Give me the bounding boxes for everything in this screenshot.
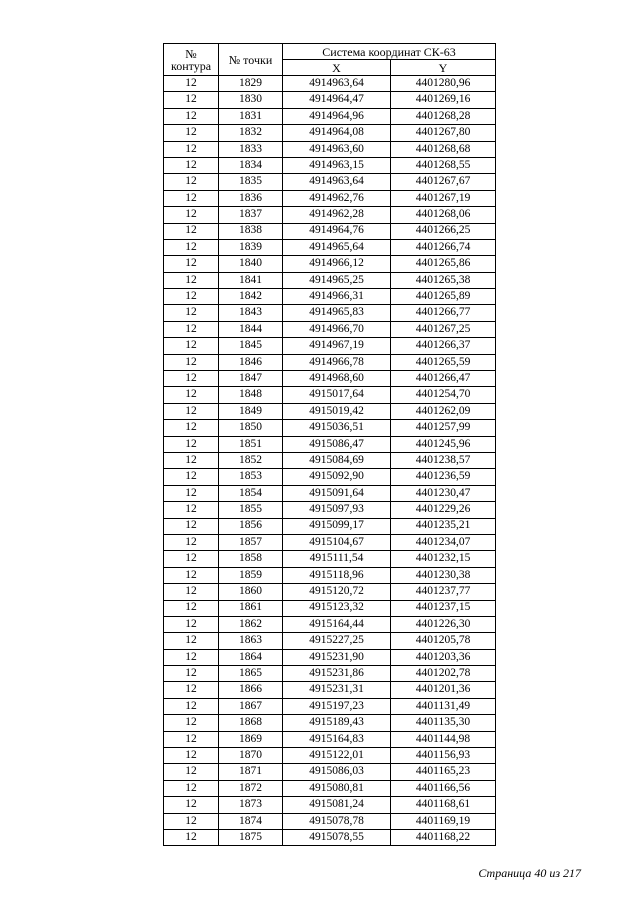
contour-cell: 12	[164, 76, 219, 92]
table-row	[164, 387, 496, 403]
y-coordinate-cell: 4401265,86	[391, 256, 496, 272]
table-row	[164, 698, 496, 714]
table-row	[164, 829, 496, 845]
point-number-cell: 1874	[219, 813, 283, 829]
table-row	[164, 272, 496, 288]
y-coordinate-cell: 4401230,47	[391, 485, 496, 501]
contour-cell: 12	[164, 600, 219, 616]
table-row	[164, 584, 496, 600]
table-row	[164, 518, 496, 534]
point-number-cell: 1849	[219, 403, 283, 419]
y-coordinate-cell: 4401234,07	[391, 534, 496, 550]
point-number-cell: 1834	[219, 157, 283, 173]
contour-cell: 12	[164, 502, 219, 518]
x-coordinate-cell: 4914962,28	[283, 207, 391, 223]
x-coordinate-cell: 4915123,32	[283, 600, 391, 616]
contour-cell: 12	[164, 452, 219, 468]
point-number-cell: 1832	[219, 125, 283, 141]
x-coordinate-cell: 4915197,23	[283, 698, 391, 714]
table-row	[164, 321, 496, 337]
contour-cell: 12	[164, 731, 219, 747]
table-row	[164, 748, 496, 764]
contour-cell: 12	[164, 371, 219, 387]
y-coordinate-cell: 4401269,16	[391, 92, 496, 108]
point-number-cell: 1847	[219, 371, 283, 387]
x-coordinate-cell: 4914964,47	[283, 92, 391, 108]
contour-cell: 12	[164, 666, 219, 682]
point-number-cell: 1831	[219, 108, 283, 124]
y-coordinate-cell: 4401266,47	[391, 371, 496, 387]
table-row	[164, 108, 496, 124]
point-number-cell: 1865	[219, 666, 283, 682]
y-coordinate-cell: 4401238,57	[391, 452, 496, 468]
table-row	[164, 92, 496, 108]
y-coordinate-cell: 4401237,15	[391, 600, 496, 616]
point-number-cell: 1861	[219, 600, 283, 616]
y-coordinate-cell: 4401266,77	[391, 305, 496, 321]
table-row	[164, 682, 496, 698]
contour-cell: 12	[164, 780, 219, 796]
table-row	[164, 223, 496, 239]
x-coordinate-cell: 4914964,76	[283, 223, 391, 239]
point-number-cell: 1845	[219, 338, 283, 354]
contour-cell: 12	[164, 157, 219, 173]
point-number-cell: 1872	[219, 780, 283, 796]
table-row	[164, 616, 496, 632]
point-number-cell: 1852	[219, 452, 283, 468]
x-coordinate-cell: 4915078,78	[283, 813, 391, 829]
y-coordinate-cell: 4401280,96	[391, 76, 496, 92]
contour-cell: 12	[164, 354, 219, 370]
table-row	[164, 436, 496, 452]
table-row	[164, 190, 496, 206]
contour-cell: 12	[164, 649, 219, 665]
point-number-cell: 1860	[219, 584, 283, 600]
x-coordinate-cell: 4915080,81	[283, 780, 391, 796]
x-coordinate-cell: 4915099,17	[283, 518, 391, 534]
contour-cell: 12	[164, 108, 219, 124]
x-coordinate-cell: 4914963,60	[283, 141, 391, 157]
point-number-cell: 1867	[219, 698, 283, 714]
x-coordinate-cell: 4915227,25	[283, 633, 391, 649]
contour-cell: 12	[164, 403, 219, 419]
table-row	[164, 420, 496, 436]
y-coordinate-cell: 4401203,36	[391, 649, 496, 665]
point-number-cell: 1840	[219, 256, 283, 272]
x-coordinate-cell: 4914966,31	[283, 289, 391, 305]
point-number-cell: 1838	[219, 223, 283, 239]
page-number: Страница 40 из 217	[478, 866, 581, 880]
table-row	[164, 141, 496, 157]
y-coordinate-cell: 4401236,59	[391, 469, 496, 485]
contour-cell: 12	[164, 813, 219, 829]
x-coordinate-cell: 4914964,96	[283, 108, 391, 124]
point-number-cell: 1858	[219, 551, 283, 567]
y-coordinate-cell: 4401144,98	[391, 731, 496, 747]
y-coordinate-cell: 4401267,25	[391, 321, 496, 337]
y-coordinate-cell: 4401266,74	[391, 239, 496, 255]
point-number-cell: 1864	[219, 649, 283, 665]
coordinates-table	[163, 43, 496, 846]
y-coordinate-cell: 4401257,99	[391, 420, 496, 436]
y-coordinate-cell: 4401245,96	[391, 436, 496, 452]
y-coordinate-cell: 4401268,06	[391, 207, 496, 223]
contour-cell: 12	[164, 141, 219, 157]
contour-cell: 12	[164, 321, 219, 337]
x-coordinate-cell: 4915231,90	[283, 649, 391, 665]
table-row	[164, 633, 496, 649]
x-coordinate-cell: 4914966,70	[283, 321, 391, 337]
table-row	[164, 551, 496, 567]
table-row	[164, 485, 496, 501]
y-column-header: Y	[391, 60, 496, 76]
x-coordinate-cell: 4915078,55	[283, 829, 391, 845]
point-number-cell: 1869	[219, 731, 283, 747]
point-number-cell: 1857	[219, 534, 283, 550]
point-number-cell: 1848	[219, 387, 283, 403]
y-coordinate-cell: 4401230,38	[391, 567, 496, 583]
x-coordinate-cell: 4915019,42	[283, 403, 391, 419]
contour-cell: 12	[164, 92, 219, 108]
table-row	[164, 354, 496, 370]
table-row	[164, 600, 496, 616]
point-number-cell: 1854	[219, 485, 283, 501]
y-coordinate-cell: 4401268,55	[391, 157, 496, 173]
x-coordinate-cell: 4915104,67	[283, 534, 391, 550]
point-number-cell: 1842	[219, 289, 283, 305]
contour-cell: 12	[164, 387, 219, 403]
table-row	[164, 649, 496, 665]
y-coordinate-cell: 4401229,26	[391, 502, 496, 518]
y-coordinate-cell: 4401265,59	[391, 354, 496, 370]
contour-cell: 12	[164, 305, 219, 321]
y-coordinate-cell: 4401166,56	[391, 780, 496, 796]
table-row	[164, 715, 496, 731]
point-number-cell: 1836	[219, 190, 283, 206]
point-column-header: № точки	[219, 44, 283, 76]
point-number-cell: 1853	[219, 469, 283, 485]
point-number-cell: 1829	[219, 76, 283, 92]
table-row	[164, 157, 496, 173]
y-coordinate-cell: 4401165,23	[391, 764, 496, 780]
point-number-cell: 1862	[219, 616, 283, 632]
contour-cell: 12	[164, 748, 219, 764]
table-row	[164, 371, 496, 387]
point-number-cell: 1875	[219, 829, 283, 845]
point-number-cell: 1859	[219, 567, 283, 583]
point-number-cell: 1856	[219, 518, 283, 534]
point-number-cell: 1835	[219, 174, 283, 190]
x-coordinate-cell: 4915118,96	[283, 567, 391, 583]
x-coordinate-cell: 4915164,83	[283, 731, 391, 747]
contour-cell: 12	[164, 272, 219, 288]
y-coordinate-cell: 4401135,30	[391, 715, 496, 731]
y-coordinate-cell: 4401201,36	[391, 682, 496, 698]
contour-cell: 12	[164, 239, 219, 255]
x-coordinate-cell: 4915017,64	[283, 387, 391, 403]
contour-cell: 12	[164, 584, 219, 600]
x-coordinate-cell: 4914966,12	[283, 256, 391, 272]
x-coordinate-cell: 4914968,60	[283, 371, 391, 387]
point-number-cell: 1830	[219, 92, 283, 108]
contour-cell: 12	[164, 338, 219, 354]
x-coordinate-cell: 4914963,64	[283, 76, 391, 92]
table-row	[164, 305, 496, 321]
point-number-cell: 1870	[219, 748, 283, 764]
coordinate-system-header: Система координат СК-63	[283, 44, 496, 60]
x-coordinate-cell: 4915097,93	[283, 502, 391, 518]
contour-cell: 12	[164, 682, 219, 698]
x-column-header: X	[283, 60, 391, 76]
contour-cell: 12	[164, 698, 219, 714]
table-row	[164, 403, 496, 419]
point-number-cell: 1855	[219, 502, 283, 518]
x-coordinate-cell: 4915092,90	[283, 469, 391, 485]
x-coordinate-cell: 4914966,78	[283, 354, 391, 370]
y-coordinate-cell: 4401268,28	[391, 108, 496, 124]
y-coordinate-cell: 4401267,67	[391, 174, 496, 190]
table-row	[164, 502, 496, 518]
point-number-cell: 1839	[219, 239, 283, 255]
contour-cell: 12	[164, 207, 219, 223]
contour-cell: 12	[164, 518, 219, 534]
contour-cell: 12	[164, 420, 219, 436]
y-coordinate-cell: 4401205,78	[391, 633, 496, 649]
contour-cell: 12	[164, 174, 219, 190]
y-coordinate-cell: 4401169,19	[391, 813, 496, 829]
contour-cell: 12	[164, 256, 219, 272]
contour-cell: 12	[164, 469, 219, 485]
point-number-cell: 1844	[219, 321, 283, 337]
contour-cell: 12	[164, 829, 219, 845]
table-row	[164, 289, 496, 305]
y-coordinate-cell: 4401235,21	[391, 518, 496, 534]
table-row	[164, 780, 496, 796]
point-number-cell: 1866	[219, 682, 283, 698]
table-header	[164, 44, 496, 76]
y-coordinate-cell: 4401156,93	[391, 748, 496, 764]
contour-cell: 12	[164, 551, 219, 567]
y-coordinate-cell: 4401131,49	[391, 698, 496, 714]
table-row	[164, 469, 496, 485]
point-number-cell: 1837	[219, 207, 283, 223]
contour-cell: 12	[164, 715, 219, 731]
y-coordinate-cell: 4401268,68	[391, 141, 496, 157]
table-row	[164, 452, 496, 468]
y-coordinate-cell: 4401168,22	[391, 829, 496, 845]
x-coordinate-cell: 4914963,15	[283, 157, 391, 173]
contour-cell: 12	[164, 764, 219, 780]
x-coordinate-cell: 4915086,47	[283, 436, 391, 452]
table-row	[164, 666, 496, 682]
y-coordinate-cell: 4401267,80	[391, 125, 496, 141]
contour-column-header: № контура	[164, 44, 219, 76]
table-body	[164, 76, 496, 846]
x-coordinate-cell: 4915084,69	[283, 452, 391, 468]
x-coordinate-cell: 4914967,19	[283, 338, 391, 354]
y-coordinate-cell: 4401254,70	[391, 387, 496, 403]
table-row	[164, 256, 496, 272]
x-coordinate-cell: 4915081,24	[283, 797, 391, 813]
contour-cell: 12	[164, 190, 219, 206]
table-row	[164, 338, 496, 354]
y-coordinate-cell: 4401226,30	[391, 616, 496, 632]
x-coordinate-cell: 4915189,43	[283, 715, 391, 731]
contour-cell: 12	[164, 125, 219, 141]
contour-cell: 12	[164, 436, 219, 452]
y-coordinate-cell: 4401168,61	[391, 797, 496, 813]
point-number-cell: 1833	[219, 141, 283, 157]
point-number-cell: 1843	[219, 305, 283, 321]
x-coordinate-cell: 4914965,83	[283, 305, 391, 321]
contour-cell: 12	[164, 223, 219, 239]
point-number-cell: 1863	[219, 633, 283, 649]
contour-cell: 12	[164, 289, 219, 305]
y-coordinate-cell: 4401232,15	[391, 551, 496, 567]
x-coordinate-cell: 4915231,31	[283, 682, 391, 698]
y-coordinate-cell: 4401262,09	[391, 403, 496, 419]
y-coordinate-cell: 4401237,77	[391, 584, 496, 600]
x-coordinate-cell: 4915120,72	[283, 584, 391, 600]
contour-cell: 12	[164, 616, 219, 632]
y-coordinate-cell: 4401265,89	[391, 289, 496, 305]
y-coordinate-cell: 4401267,19	[391, 190, 496, 206]
table-row	[164, 534, 496, 550]
table-row	[164, 764, 496, 780]
table-row	[164, 174, 496, 190]
x-coordinate-cell: 4914965,64	[283, 239, 391, 255]
x-coordinate-cell: 4915091,64	[283, 485, 391, 501]
point-number-cell: 1868	[219, 715, 283, 731]
point-number-cell: 1846	[219, 354, 283, 370]
x-coordinate-cell: 4914963,64	[283, 174, 391, 190]
x-coordinate-cell: 4915111,54	[283, 551, 391, 567]
x-coordinate-cell: 4915231,86	[283, 666, 391, 682]
table-row	[164, 239, 496, 255]
point-number-cell: 1850	[219, 420, 283, 436]
contour-cell: 12	[164, 567, 219, 583]
table-row	[164, 813, 496, 829]
x-coordinate-cell: 4915086,03	[283, 764, 391, 780]
x-coordinate-cell: 4914962,76	[283, 190, 391, 206]
point-number-cell: 1873	[219, 797, 283, 813]
table-row	[164, 125, 496, 141]
y-coordinate-cell: 4401266,37	[391, 338, 496, 354]
table-row	[164, 567, 496, 583]
point-number-cell: 1851	[219, 436, 283, 452]
table-row	[164, 797, 496, 813]
contour-cell: 12	[164, 797, 219, 813]
table-row	[164, 731, 496, 747]
y-coordinate-cell: 4401202,78	[391, 666, 496, 682]
x-coordinate-cell: 4915122,01	[283, 748, 391, 764]
x-coordinate-cell: 4915164,44	[283, 616, 391, 632]
table-row	[164, 76, 496, 92]
y-coordinate-cell: 4401266,25	[391, 223, 496, 239]
y-coordinate-cell: 4401265,38	[391, 272, 496, 288]
table-row	[164, 207, 496, 223]
x-coordinate-cell: 4914965,25	[283, 272, 391, 288]
x-coordinate-cell: 4914964,08	[283, 125, 391, 141]
point-number-cell: 1841	[219, 272, 283, 288]
point-number-cell: 1871	[219, 764, 283, 780]
contour-cell: 12	[164, 633, 219, 649]
x-coordinate-cell: 4915036,51	[283, 420, 391, 436]
contour-cell: 12	[164, 534, 219, 550]
contour-cell: 12	[164, 485, 219, 501]
